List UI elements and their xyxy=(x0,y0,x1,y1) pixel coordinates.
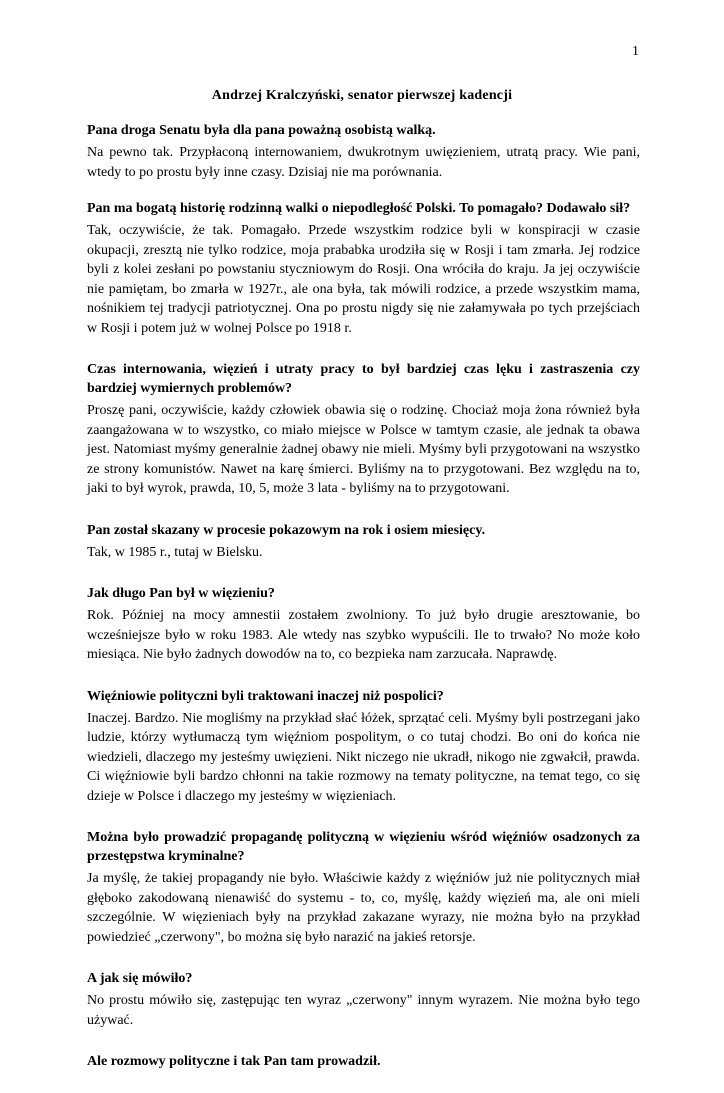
interview-answer: No prostu mówiło się, zastępując ten wyraz „czerwony" innym wyrazem. Nie można było tego używać. xyxy=(87,993,640,1028)
interview-question: Czas internowania, więzień i utraty pracy to był bardziej czas lęku i zastraszenia czy bardziej wymiernych problemów? xyxy=(87,362,640,396)
interview-answer: Na pewno tak. Przypłaconą internowaniem, dwukrotnym uwięzieniem, utratą pracy. Wie pani, wtedy to po prostu były inne czasy. Dzisiaj nie ma porównania. xyxy=(87,145,640,180)
interview-answer: Rok. Później na mocy amnestii zostałem zwolniony. To już było drugie aresztowanie, bo wcześniejsze było w roku 1983. Ale wtedy nas szybko wypuścili. Ile to trwało? No może koło miesiąca. Nie było żadnych dowodów na to, co bezpieka nam zarzucała. Naprawdę. xyxy=(87,608,640,662)
page-number: 1 xyxy=(632,44,639,59)
interview-answer: Tak, oczywiście, że tak. Pomagało. Przede wszystkim rodzice byli w konspiracji w czasie okupacji, zresztą nie tylko rodzice, moja prababka urodziła się w Rosji i tam zmarła. Jej rodzice byli z kolei zesłani po powstaniu styczniowym do Rosji. Ona wróciła do kraju. Ja jej oczywiście nie pamiętam, bo zmarła w 1927r., ale ona była, tak mówili rodzice, a przede wszystkim mama, nośnikiem tej tradycji patriotycznej. Ona po prostu nigdy się nie załamywała po tych przejściach w Rosji i potem już w wolnej Polsce po 1918 r. xyxy=(87,223,640,336)
interview-answer: Inaczej. Bardzo. Nie mogliśmy na przykład słać łóżek, sprzątać celi. Myśmy byli postrzegani jako ludzie, którzy wytłumaczą tym więźniom pospolitym, o co tutaj chodzi. Bo oni do końca nie wiedzieli, dlaczego my jesteśmy uwięzieni. Nikt niczego nie ukradł, nikogo nie zgwałcił, prawda. Ci więźniowie byli bardzo chłonni na takie rozmowy na tematy polityczne, na temat tego, co się dzieje w Polsce i dlaczego my jesteśmy w więzieniach. xyxy=(87,710,640,804)
qa-block xyxy=(87,521,640,563)
qa-block xyxy=(87,121,640,182)
qa-block xyxy=(87,584,640,665)
interview-answer: Tak, w 1985 r., tutaj w Bielsku. xyxy=(87,544,263,560)
interview-content xyxy=(87,121,640,1093)
qa-block xyxy=(87,199,640,338)
interview-question: Pana droga Senatu była dla pana poważną osobistą walką. xyxy=(87,123,436,138)
interview-question: Więźniowie polityczni byli traktowani inaczej niż pospolici? xyxy=(87,688,444,704)
interview-answer: Ja myślę, że takiej propagandy nie było. Właściwie każdy z więźniów już nie politycznych miał głęboko zakodowaną nienawiść do systemu - to, co, myślę, każdy więzień ma, ale oni mieli szczególnie. W więzieniach były na przykład zakazane wyrazy, nie można było na przykład powiedzieć „czerwony", bo można się było narazić na jakieś retorsje. xyxy=(87,871,640,945)
qa-block xyxy=(87,828,640,947)
interview-question: Pan ma bogatą historię rodzinną walki o niepodległość Polski. To pomagało? Dodawało sił? xyxy=(87,201,631,216)
interview-question: Ale rozmowy polityczne i tak Pan tam prowadził. xyxy=(87,1054,381,1069)
qa-block xyxy=(87,360,640,499)
qa-block xyxy=(87,969,640,1030)
interview-answer: Proszę pani, oczywiście, każdy człowiek obawia się o rodzinę. Chociaż moja żona również była zaangażowana w to wszystko, co miało miejsce w Polsce w tamtym czasie, ale jednak ta obawa jest. Natomiast myśmy generalnie żadnej obawy nie mieli. Myśmy byli przygotowani na wszystko ze strony komunistów. Nawet na karę śmierci. Byliśmy na to przygotowani. Bez względu na to, jaki to był wyrok, prawda, 10, 5, może 3 lata - byliśmy na to przygotowani. xyxy=(87,403,640,496)
interview-question: Można było prowadzić propagandę polityczną w więzieniu wśród więźniów osadzonych za przestępstwa kryminalne? xyxy=(87,830,640,864)
interview-question: A jak się mówiło? xyxy=(87,971,193,986)
qa-block xyxy=(87,687,640,807)
qa-block xyxy=(87,1052,640,1071)
document-title: Andrzej Kralczyński, senator pierwszej kadencji xyxy=(211,88,513,103)
interview-question: Pan został skazany w procesie pokazowym na rok i osiem miesięcy. xyxy=(87,522,486,538)
interview-question: Jak długo Pan był w więzieniu? xyxy=(87,586,275,601)
